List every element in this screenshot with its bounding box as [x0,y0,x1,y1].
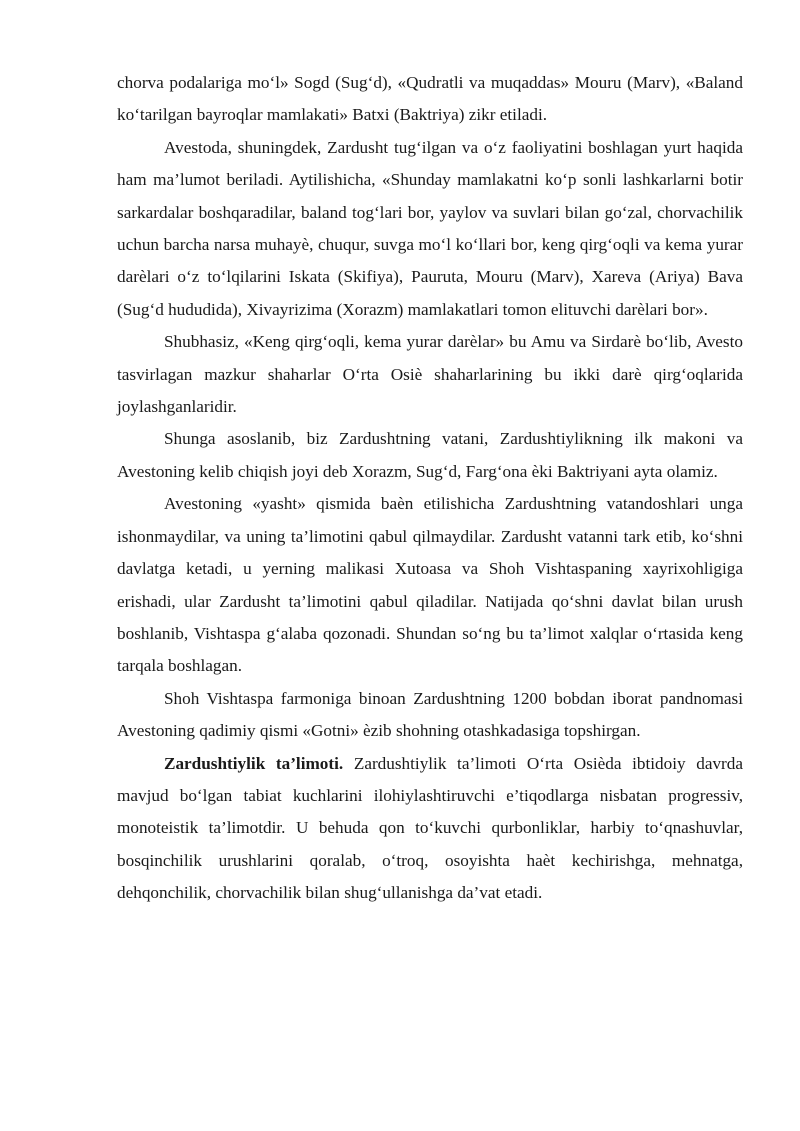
paragraph-text: Shoh Vishtaspa farmoniga binoan Zardushtning 1200 bobdan iborat pandnomasi Avestoning qadimiy qismi «Gotni» èzib shohning otashkadasiga topshirgan. [117,688,743,741]
section-heading: Zardushtiylik ta’limoti. [164,753,344,773]
paragraph-yasht [117,488,743,682]
paragraph-continuation [117,67,743,132]
paragraph-vishtaspa [117,683,743,748]
document-page [117,67,743,910]
paragraph-text: Shunga asoslanib, biz Zardushtning vatani, Zardushtiylikning ilk makoni va Avestoning kelib chiqish joyi deb Xorazm, Sug‘d, Farg‘ona èki Baktriyani ayta olamiz. [117,429,743,481]
paragraph-conclusion [117,423,743,488]
paragraph-text: Zardushtiylik ta’limoti O‘rta Osièda ibtidoiy davrda mavjud bo‘lgan tabiat kuchlarini ilohiylashtiruvchi e’tiqodlarga nisbatan progressiv, monoteistik ta’limotdir. U behuda qon to‘kuvchi qurbonliklar, harbiy to‘qnashuvlar, bosqinchilik urushlarini qoralab, o‘troq, osoyishta haèt kechirishga, mehnatga, dehqonchilik, chorvachilik bilan shug‘ullanishga da’vat etadi. [117,753,743,903]
paragraph-rivers [117,326,743,423]
paragraph-text: Shubhasiz, «Keng qirg‘oqli, kema yurar darèlar» bu Amu va Sirdarè bo‘lib, Avesto tasvirlagan mazkur shaharlar O‘rta Osiè shaharlarining bu ikki darè qirg‘oqlarida joylashganlaridir. [117,332,743,417]
paragraph-text: Avestoning «yasht» qismida baèn etilishicha Zardushtning vatandoshlari unga ishonmaydilar, va uning ta’limotini qabul qilmaydilar. Zardusht vatanni tark etib, ko‘shni davlatga ketadi, u yerning malikasi Xutoasa va Shoh Vishtaspaning xayrixohligiga erishadi, ular Zardusht ta’limotini qabul qiladilar. Natijada qo‘shni davlat bilan urush boshlanib, Vishtaspa g‘alaba qozonadi. Shundan so‘ng bu ta’limot xalqlar o‘rtasida keng tarqala boshlagan. [117,494,743,676]
paragraph-text: Avestoda, shuningdek, Zardusht tug‘ilgan va o‘z faoliyatini boshlagan yurt haqida ham ma’lumot beriladi. Aytilishicha, «Shunday mamlakatni ko‘p sonli lashkarlarni botir sarkardalar boshqaradilar, baland tog‘lari bor, yaylov va suvlari bilan go‘zal, chorvachilik uchun barcha narsa muhayè, chuqur, suvga mo‘l ko‘llari bor, keng qirg‘oqli va kema yurar darèlari o‘z to‘lqilarini Iskata (Skifiya), Pauruta, Mouru (Marv), Xareva (Ariya) Bava (Sug‘d hududida), Xivayrizima (Xorazm) mamlakatlari tomon elituvchi darèlari bor». [117,137,743,319]
paragraph-avesto-homeland [117,132,743,326]
paragraph-text: chorva podalariga mo‘l» Sogd (Sug‘d), «Qudratli va muqaddas» Mouru (Marv), «Baland ko‘tarilgan bayroqlar mamlakati» Batxi (Baktriya) zikr etiladi. [117,73,743,125]
paragraph-teaching [117,748,743,910]
